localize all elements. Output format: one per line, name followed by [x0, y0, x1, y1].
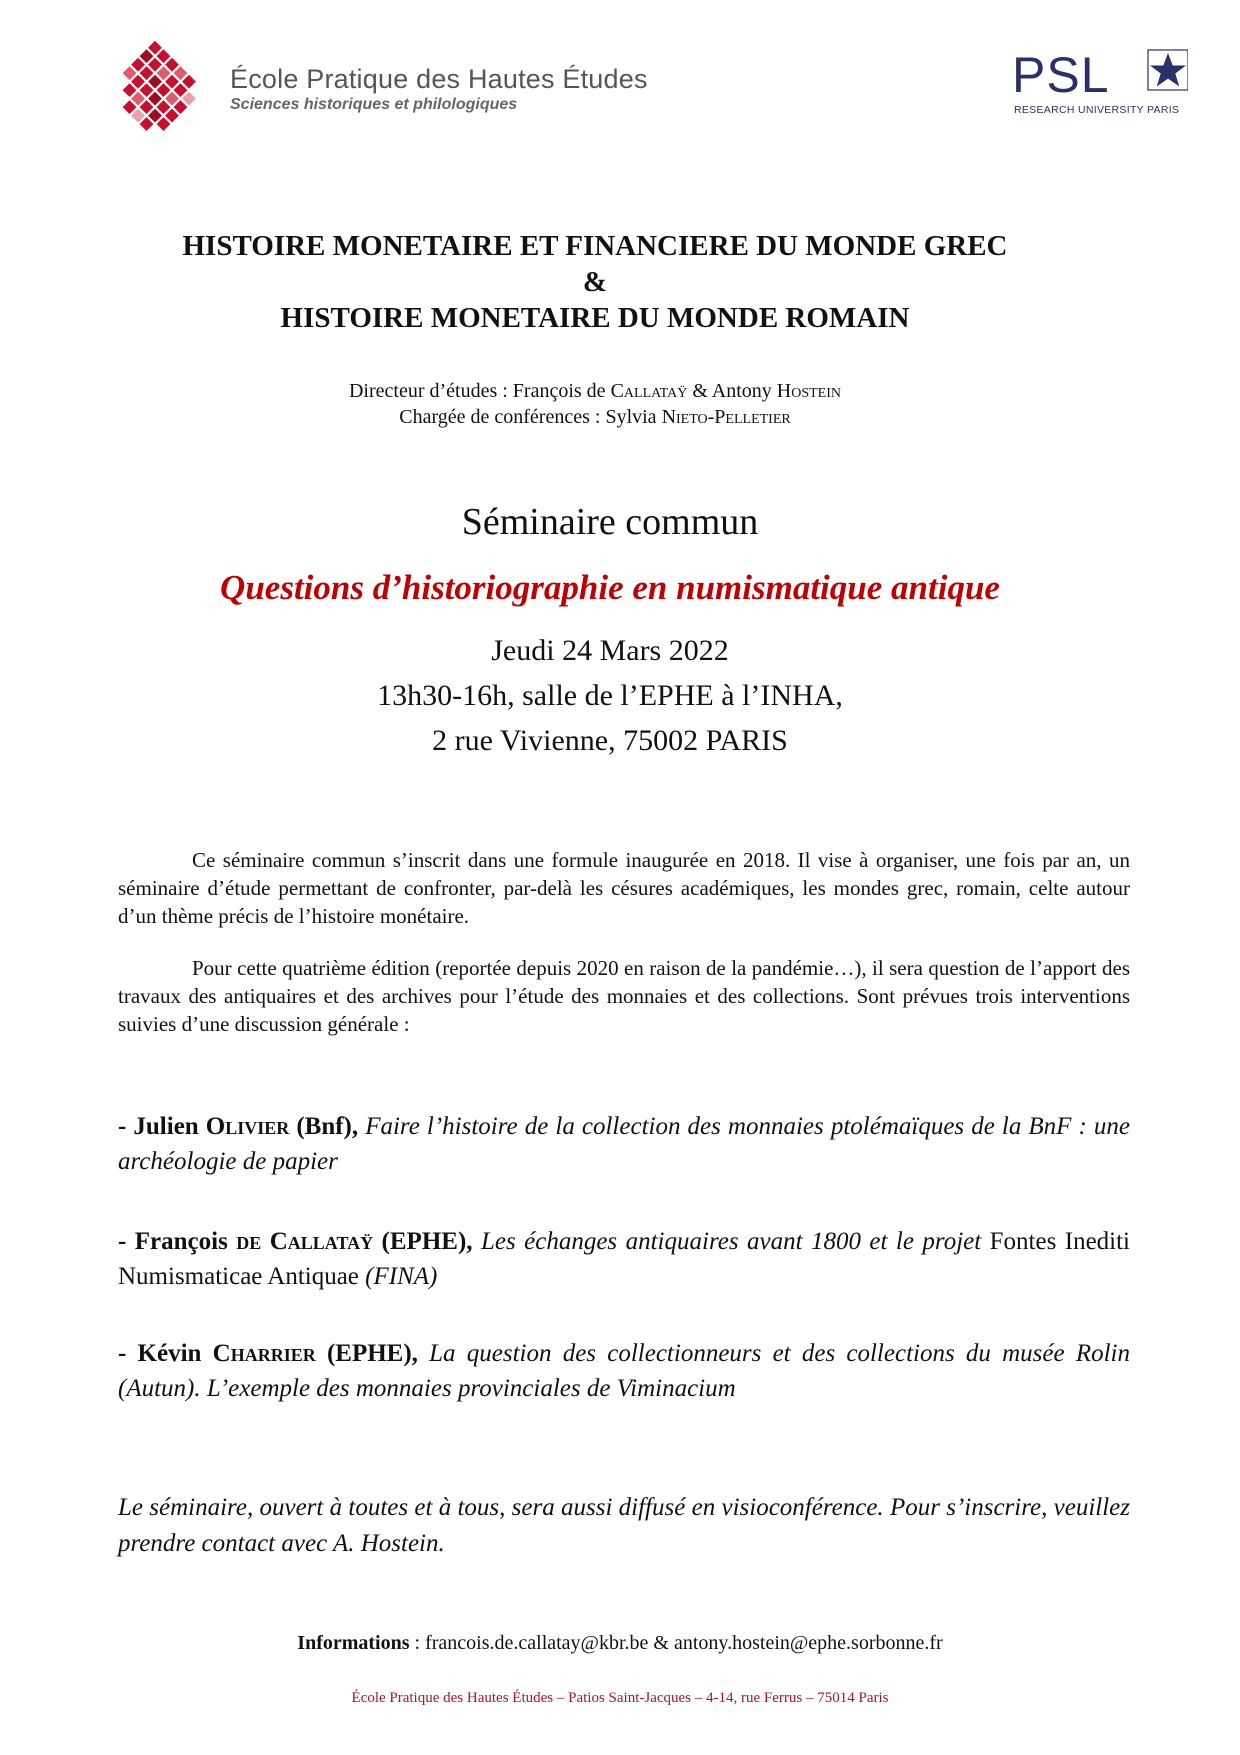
talk-item — [118, 1224, 1130, 1294]
ephe-diamond-mosaic-icon — [96, 34, 214, 142]
ephe-name: École Pratique des Hautes Études — [230, 64, 648, 94]
title-greek: HISTOIRE MONETAIRE ET FINANCIERE DU MONDE GREC — [182, 230, 1008, 262]
lecturer-prefix: Chargée de conférences : Sylvia — [399, 406, 662, 428]
speaker-affiliation: (EPHE), — [373, 1228, 473, 1255]
directors-prefix: Directeur d’études : François de — [348, 380, 611, 402]
directors-mid: & Antony — [687, 380, 777, 402]
speaker-surname: Olivier — [205, 1113, 290, 1140]
seminar-address: 2 rue Vivienne, 75002 PARIS — [432, 724, 788, 757]
lecturer-surname: Nieto-Pelletier — [661, 406, 791, 428]
speaker-affiliation: (Bnf), — [289, 1113, 359, 1140]
psl-star-icon — [1012, 46, 1188, 102]
edition-paragraph: Pour cette quatrième édition (reportée depuis 2020 en raison de la pandémie…), il sera question de l’apport des travaux des antiquaires et des archives pour l’étude des monnaies et des collections. Sont prévues trois interventions suivies d’une discussion générale : — [118, 956, 1130, 1036]
footer-address: École Pratique des Hautes Études – Patios Saint-Jacques – 4-14, rue Ferrus – 75014 Paris — [351, 1690, 889, 1706]
psl-name: PSL — [1012, 47, 1110, 102]
main-title — [0, 228, 1190, 336]
talk-item — [118, 1336, 1130, 1406]
lecturer-line — [0, 404, 1190, 430]
speaker-first-name: François — [134, 1228, 237, 1255]
psl-subtitle: RESEARCH UNIVERSITY PARIS — [1014, 104, 1180, 116]
speaker-first-name: Kévin — [137, 1340, 213, 1367]
talk-item — [118, 1109, 1130, 1179]
contact-info — [0, 1632, 1240, 1655]
talk-dash: - — [118, 1228, 135, 1255]
speaker-first-name: Julien — [133, 1113, 206, 1140]
ephe-logo — [96, 34, 656, 142]
talk-dash: - — [118, 1113, 134, 1140]
ephe-wordmark — [230, 64, 648, 114]
director1-surname: Callataÿ — [610, 380, 688, 402]
seminar-type: Séminaire commun — [461, 501, 759, 543]
registration-notice: Le séminaire, ouvert à toutes et à tous, sera aussi diffusé en visioconférence. Pour s’inscrire, veuillez prendre contact avec A. Hostein. — [118, 1494, 1130, 1557]
staff-block — [0, 378, 1190, 430]
info-emails: : francois.de.callatay@kbr.be & antony.hostein@ephe.sorbonne.fr — [409, 1632, 943, 1654]
speaker-affiliation: (EPHE), — [315, 1340, 418, 1367]
talk-title: Faire l’histoire de la collection des monnaies ptolémaïques de la BnF : une archéologie de papier — [118, 1113, 1131, 1175]
speaker-surname: Charrier — [212, 1340, 316, 1367]
seminar-date: Jeudi 24 Mars 2022 — [491, 634, 729, 667]
director2-surname: Hostein — [776, 380, 841, 402]
ephe-subtitle: Sciences historiques et philologiques — [230, 96, 518, 113]
seminar-schedule — [0, 628, 1220, 763]
speaker-surname: de Callataÿ — [236, 1228, 374, 1255]
seminar-title: Questions d’historiographie en numismatique antique — [220, 568, 1000, 607]
talk-title: Les échanges antiquaires avant 1800 et le projet — [472, 1228, 982, 1255]
info-label: Informations — [297, 1632, 410, 1654]
title-ampersand: & — [582, 266, 608, 298]
seminar-time-place: 13h30-16h, salle de l’EPHE à l’INHA, — [377, 679, 843, 712]
talk-title: La question des collectionneurs et des collections du musée Rolin (Autun). L’exemple des monnaies provinciales de Viminacium — [118, 1340, 1130, 1402]
directors-line — [0, 378, 1190, 404]
talk-title-acronym: (FINA) — [358, 1263, 438, 1290]
title-roman: HISTOIRE MONETAIRE DU MONDE ROMAIN — [280, 302, 910, 334]
talk-dash: - — [118, 1340, 138, 1367]
intro-paragraph: Ce séminaire commun s’inscrit dans une formule inaugurée en 2018. Il vise à organiser, une fois par an, un séminaire d’étude permettant de confronter, par-delà les césures académiques, les mondes grec, romain, celte autour d’un thème précis de l’histoire monétaire. — [118, 848, 1130, 928]
talk-title-project: Fontes Inediti Numismaticae Antiquae — [118, 1228, 1131, 1290]
psl-logo — [1012, 46, 1188, 116]
